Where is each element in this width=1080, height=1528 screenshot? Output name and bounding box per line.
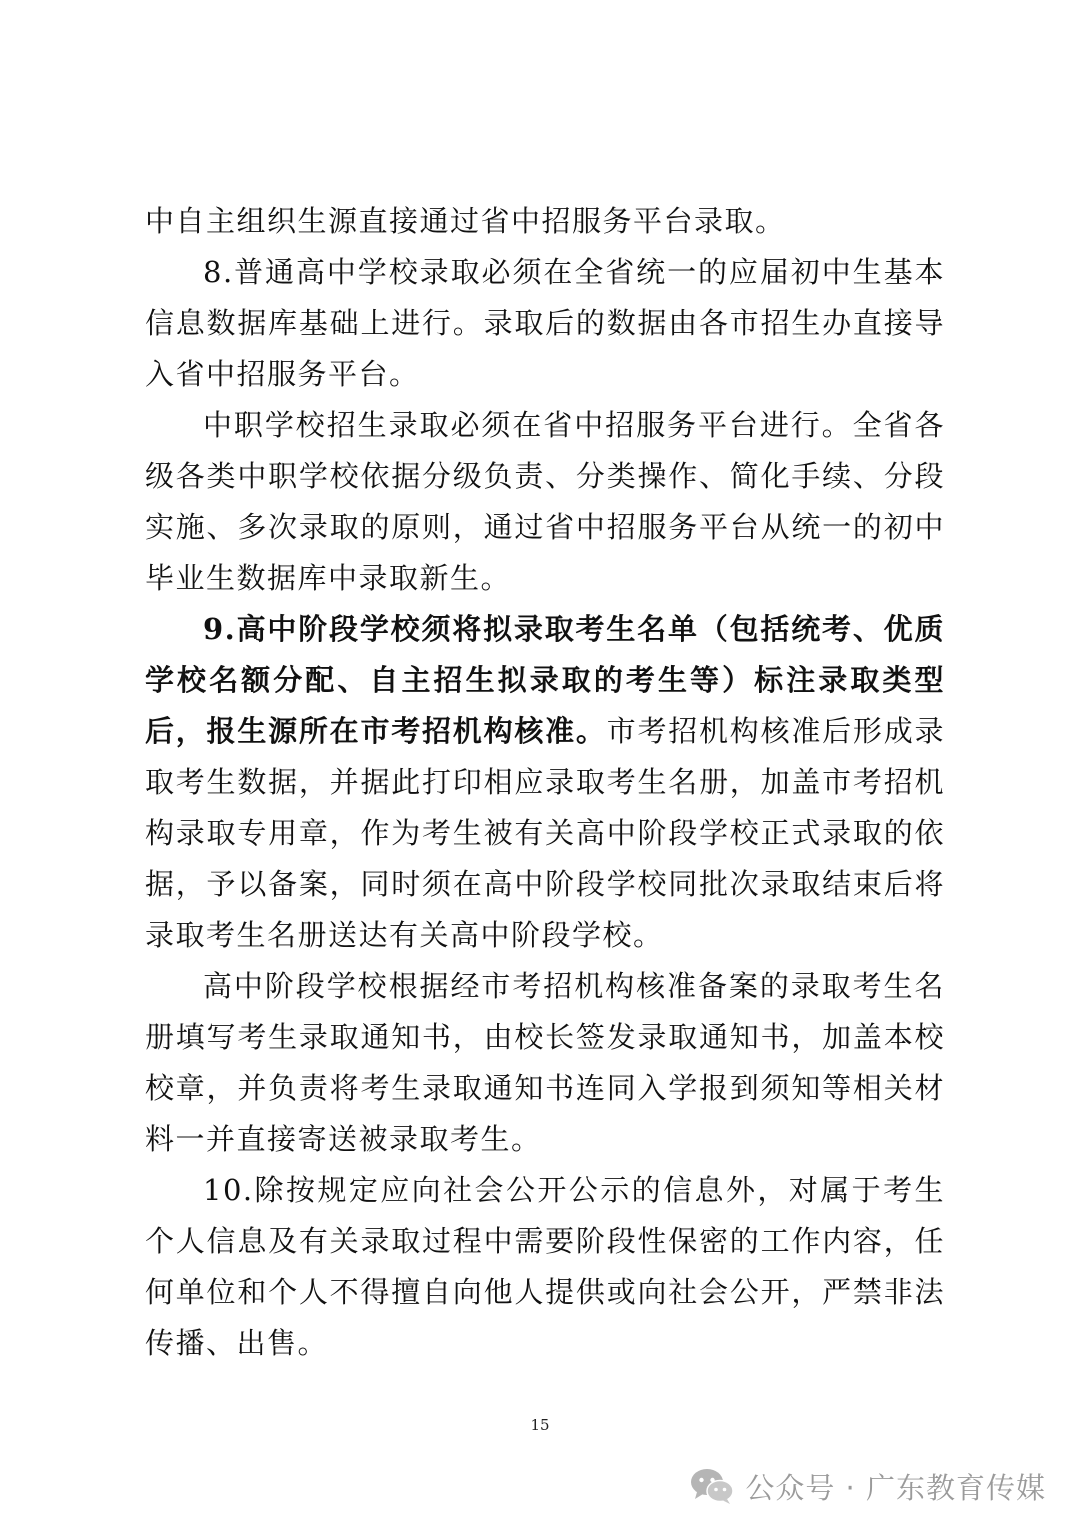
paragraph-4-bold-text: 9.高中阶段学校须将拟录取考生名单（包括统考、优质学校名额分配、自主招生拟录取的考生等）标注录取类型后，报生源所在市考招机构核准。 bbox=[145, 612, 945, 748]
page-number: 15 bbox=[530, 1416, 550, 1434]
paragraph-3 bbox=[145, 400, 945, 604]
paragraph-5-text: 高中阶段学校根据经市考招机构核准备案的录取考生名册填写考生录取通知书，由校长签发录取通知书，加盖本校校章，并负责将考生录取通知书连同入学报到须知等相关材料一并直接寄送被录取考生。 bbox=[145, 969, 945, 1156]
paragraph-1-text: 中自主组织生源直接通过省中招服务平台录取。 bbox=[145, 204, 786, 238]
paragraph-3-text: 中职学校招生录取必须在省中招服务平台进行。全省各级各类中职学校依据分级负责、分类操作、简化手续、分段实施、多次录取的原则，通过省中招服务平台从统一的初中毕业生数据库中录取新生。 bbox=[145, 408, 945, 595]
paragraph-1 bbox=[145, 196, 945, 247]
paragraph-4-text: 市考招机构核准后形成录取考生数据，并据此打印相应录取考生名册，加盖市考招机构录取专用章，作为考生被有关高中阶段学校正式录取的依据，予以备案，同时须在高中阶段学校同批次录取结束后将录取考生名册送达有关高中阶段学校。 bbox=[145, 714, 945, 952]
paragraph-6-text: 10.除按规定应向社会公开公示的信息外，对属于考生个人信息及有关录取过程中需要阶段性保密的工作内容，任何单位和个人不得擅自向他人提供或向社会公开，严禁非法传播、出售。 bbox=[145, 1173, 945, 1360]
paragraph-2-text: 8.普通高中学校录取必须在全省统一的应届初中生基本信息数据库基础上进行。录取后的数据由各市招生办直接导入省中招服务平台。 bbox=[145, 255, 945, 391]
paragraph-2 bbox=[145, 247, 945, 400]
watermark bbox=[689, 1460, 1046, 1512]
paragraph-4 bbox=[145, 604, 945, 961]
body-text bbox=[145, 196, 945, 1369]
watermark-text: 公众号 · 广东教育传媒 bbox=[745, 1470, 1046, 1505]
paragraph-6 bbox=[145, 1165, 945, 1369]
paragraph-5 bbox=[145, 961, 945, 1165]
wechat-icon bbox=[689, 1466, 735, 1506]
